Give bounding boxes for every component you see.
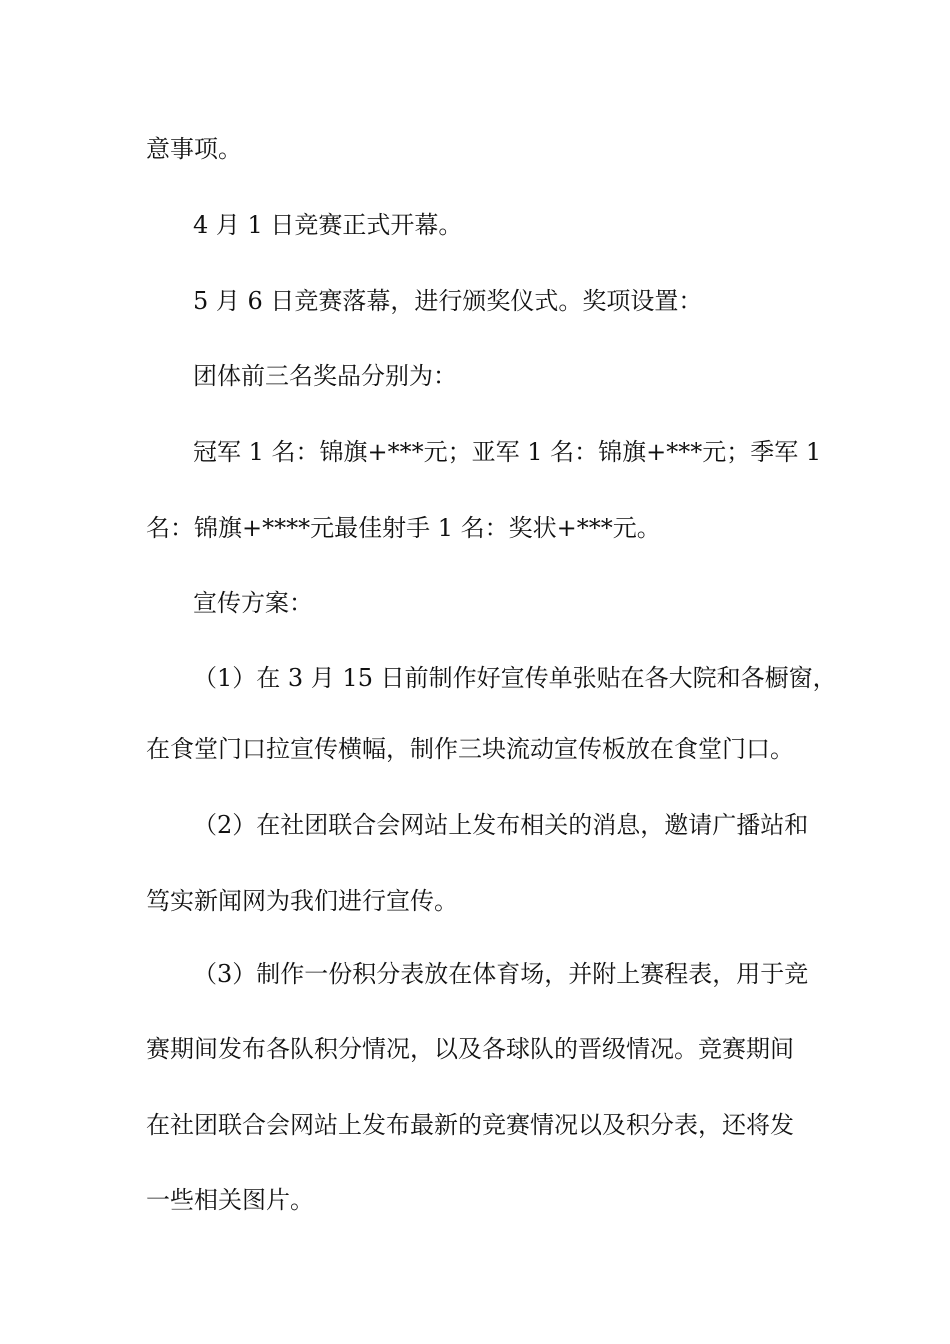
text-line: 笃实新闻网为我们进行宣传。 bbox=[146, 887, 458, 915]
text-line: 5 月 6 日竞赛落幕，进行颁奖仪式。奖项设置： bbox=[193, 287, 703, 315]
text-line: 名：锦旗+****元最佳射手 1 名：奖状+***元。 bbox=[146, 514, 661, 542]
text-line: 意事项。 bbox=[146, 135, 242, 163]
text-line: 赛期间发布各队积分情况，以及各球队的晋级情况。竞赛期间 bbox=[146, 1035, 794, 1063]
text-line: 在社团联合会网站上发布最新的竞赛情况以及积分表，还将发 bbox=[146, 1111, 794, 1139]
text-line: 一些相关图片。 bbox=[146, 1186, 314, 1214]
text-line: （1）在 3 月 15 日前制作好宣传单张贴在各大院和各橱窗， bbox=[193, 664, 837, 692]
text-line: 4 月 1 日竞赛正式开幕。 bbox=[193, 211, 463, 239]
text-line: 冠军 1 名：锦旗+***元；亚军 1 名：锦旗+***元；季军 1 bbox=[193, 438, 822, 466]
text-line: （3）制作一份积分表放在体育场，并附上赛程表，用于竞 bbox=[193, 960, 809, 988]
text-line: 在食堂门口拉宣传横幅，制作三块流动宣传板放在食堂门口。 bbox=[146, 735, 794, 763]
text-line: 团体前三名奖品分别为： bbox=[193, 362, 457, 390]
text-line: 宣传方案： bbox=[193, 589, 313, 617]
text-line: （2）在社团联合会网站上发布相关的消息，邀请广播站和 bbox=[193, 811, 809, 839]
